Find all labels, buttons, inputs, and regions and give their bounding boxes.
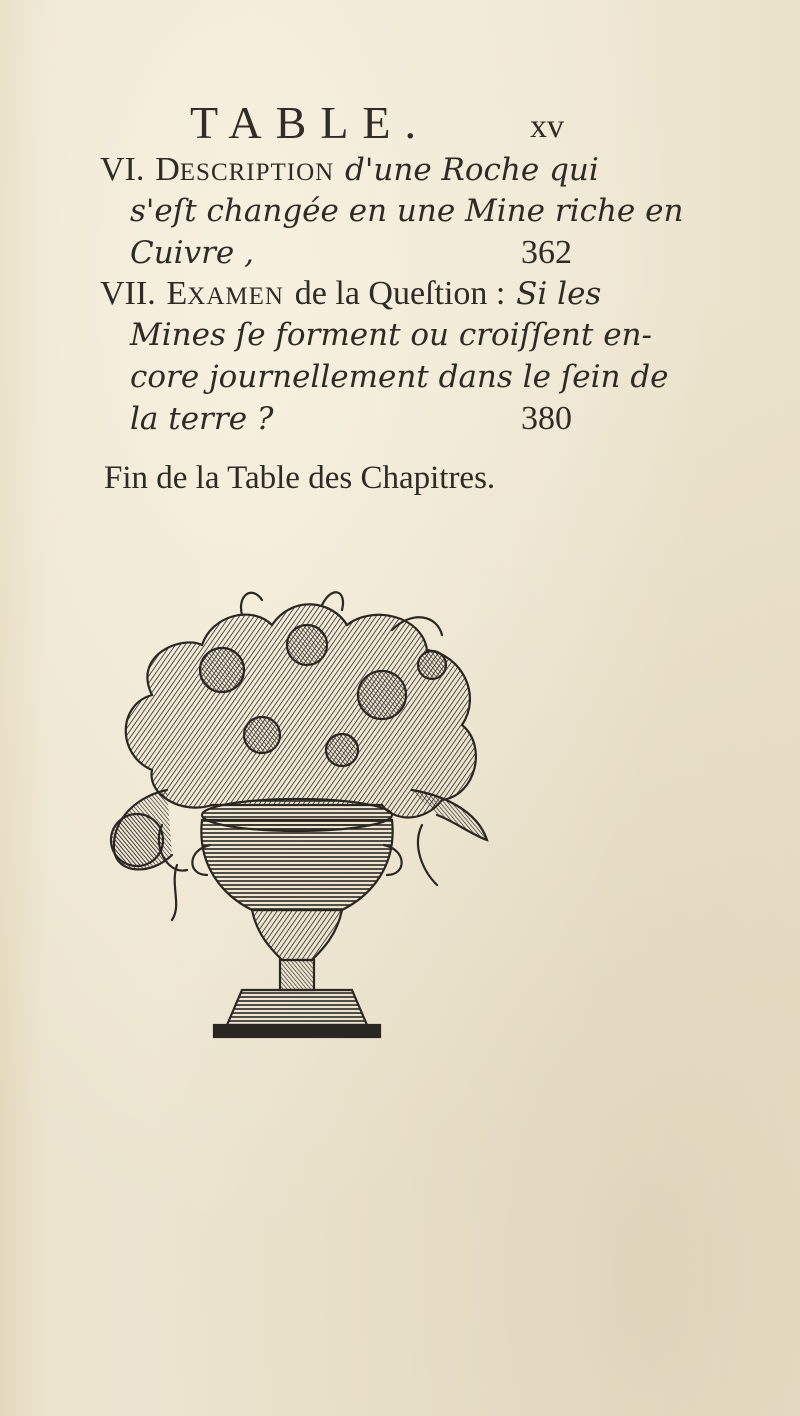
entry-text: d'une Roche qui xyxy=(345,152,599,188)
page-title: TABLE. xyxy=(190,97,431,148)
entry-text: s'eſt changée en une Mine riche en xyxy=(130,193,684,229)
entry-text: core journellement dans le ſein de xyxy=(130,359,669,395)
entry-text: Cuivre , xyxy=(130,235,254,271)
entry-head-cap: E xyxy=(166,275,188,312)
running-header xyxy=(0,96,800,146)
entry-text: Mines ſe forment ou croiſſent en- xyxy=(130,317,652,353)
entry-line xyxy=(100,356,669,398)
closing-line: Fin de la Table des Chapitres. xyxy=(104,460,496,496)
entry-head-rest: XAMEN xyxy=(187,283,284,310)
entry-line xyxy=(100,148,599,190)
page-number: xv xyxy=(530,108,564,145)
toc-entry-vii xyxy=(100,272,669,440)
entry-text: Si les xyxy=(516,276,602,312)
entry-text: la terre ? xyxy=(130,401,274,437)
entry-numeral: VI. xyxy=(100,151,145,188)
entry-line xyxy=(100,190,684,232)
entry-line xyxy=(100,232,580,274)
entry-page-number: 380 xyxy=(521,400,572,437)
entry-head-cap: D xyxy=(155,151,180,188)
entry-line xyxy=(100,398,580,440)
entry-numeral: VII. xyxy=(100,275,156,312)
entry-page-number: 362 xyxy=(521,234,572,271)
entry-line xyxy=(100,314,652,356)
toc-entry-vi xyxy=(100,148,684,274)
entry-head-rest: ESCRIPTION xyxy=(179,159,335,186)
entry-text: de la Queſtion : xyxy=(294,275,506,312)
entry-line xyxy=(100,272,602,314)
flower-vase-engraving-icon xyxy=(92,575,502,1060)
